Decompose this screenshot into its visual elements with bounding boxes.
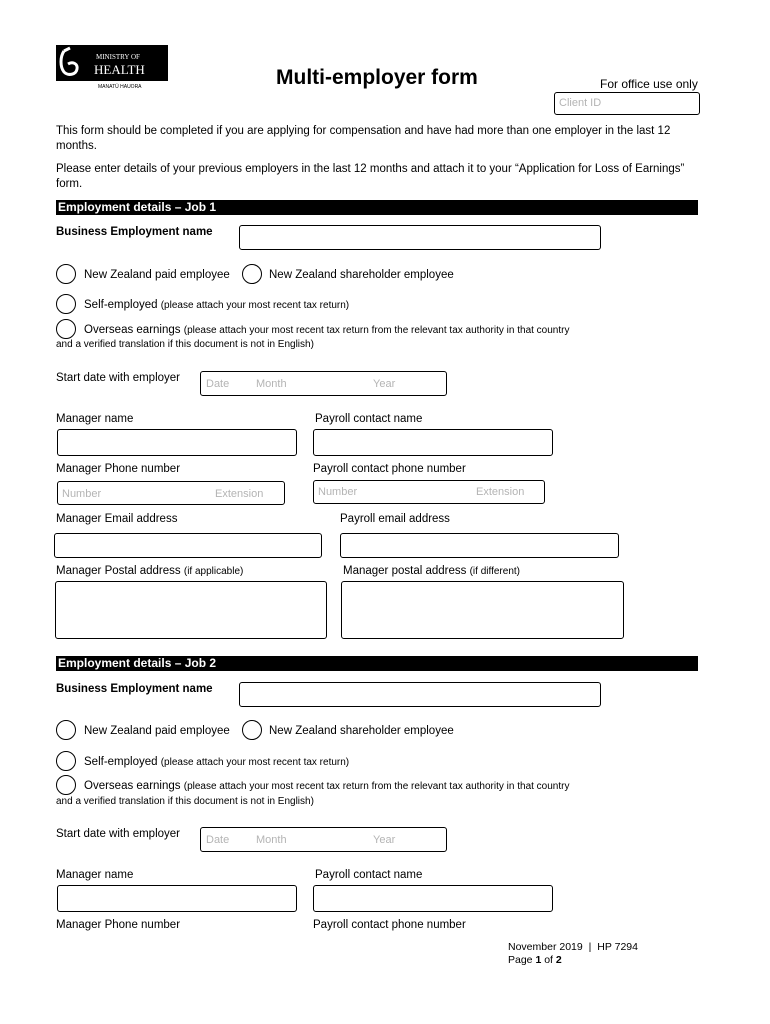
job1-business-name-field[interactable] bbox=[239, 225, 601, 250]
job2-start-date-field[interactable] bbox=[200, 827, 447, 852]
job1-ph-number-2: Number bbox=[318, 486, 358, 498]
job1-opt-nz-paid-label: New Zealand paid employee bbox=[84, 269, 230, 281]
page-title: Multi-employer form bbox=[276, 66, 478, 89]
job2-payroll-name-field[interactable] bbox=[313, 885, 553, 912]
job2-radio-overseas[interactable] bbox=[56, 775, 76, 795]
job2-opt-overseas-note2: and a verified translation if this document is not in English) bbox=[56, 796, 314, 807]
job1-start-label: Start date with employer bbox=[56, 372, 181, 384]
job2-business-name-field[interactable] bbox=[239, 682, 601, 707]
job1-manager-email-label: Manager Email address bbox=[56, 513, 178, 525]
job2-radio-nz-paid[interactable] bbox=[56, 720, 76, 740]
job2-ph-month: Month bbox=[256, 834, 287, 846]
svg-text:HEALTH: HEALTH bbox=[94, 62, 145, 77]
job2-opt-self-note: (please attach your most recent tax return) bbox=[160, 757, 350, 768]
job1-manager-postal-text: Manager Postal address bbox=[56, 565, 181, 577]
job1-opt-overseas-label bbox=[84, 324, 569, 336]
job1-manager-postal-label bbox=[56, 565, 243, 577]
job1-opt-self-label bbox=[84, 299, 349, 311]
job1-radio-nz-shareholder[interactable] bbox=[242, 264, 262, 284]
job2-opt-self-text: Self-employed bbox=[84, 756, 158, 768]
job1-opt-nz-shareholder-label: New Zealand shareholder employee bbox=[269, 269, 454, 281]
job2-manager-name-field[interactable] bbox=[57, 885, 297, 912]
job1-manager-name-label: Manager name bbox=[56, 413, 134, 425]
job2-ph-year: Year bbox=[373, 834, 396, 846]
footer-page-prefix: Page bbox=[508, 954, 533, 966]
job1-ph-extension-2: Extension bbox=[476, 486, 525, 498]
job1-manager-phone-field[interactable] bbox=[57, 481, 285, 505]
job1-opt-self-text: Self-employed bbox=[84, 299, 158, 311]
job1-manager-postal-note: (if applicable) bbox=[183, 566, 244, 577]
job1-manager-name-field[interactable] bbox=[57, 429, 297, 456]
job2-heading: Employment details – Job 2 bbox=[56, 656, 698, 671]
job1-start-date-field[interactable] bbox=[200, 371, 447, 396]
job2-manager-phone-label: Manager Phone number bbox=[56, 919, 181, 931]
job1-payroll-phone-field[interactable] bbox=[313, 480, 545, 504]
job1-opt-self-note: (please attach your most recent tax return) bbox=[160, 300, 350, 311]
footer-page-num: 1 bbox=[535, 954, 542, 966]
job1-ph-extension: Extension bbox=[215, 488, 264, 500]
intro-paragraph-2: Please enter details of your previous employers in the last 12 months and attach it to your “Application for Loss of Earnings” form. bbox=[56, 163, 685, 190]
page-footer bbox=[508, 941, 638, 967]
job2-payroll-name-label: Payroll contact name bbox=[315, 869, 423, 881]
footer-separator: | bbox=[588, 941, 592, 953]
footer-code: HP 7294 bbox=[597, 941, 638, 953]
job1-manager-postal2-text: Manager postal address bbox=[343, 565, 467, 577]
job2-opt-nz-shareholder-label: New Zealand shareholder employee bbox=[269, 725, 454, 737]
job1-manager-email-field[interactable] bbox=[54, 533, 322, 558]
footer-line-1 bbox=[508, 941, 638, 954]
job1-ph-date: Date bbox=[206, 378, 230, 390]
job1-manager-postal-field[interactable] bbox=[55, 581, 327, 639]
footer-line-2 bbox=[508, 954, 638, 967]
job1-payroll-name-label: Payroll contact name bbox=[315, 413, 423, 425]
footer-page-of: of bbox=[544, 954, 553, 966]
job1-opt-overseas-note: (please attach your most recent tax return from the relevant tax authority in that country bbox=[183, 325, 570, 336]
job1-business-label: Business Employment name bbox=[56, 226, 213, 238]
job2-start-label: Start date with employer bbox=[56, 828, 181, 840]
job2-opt-nz-paid-label: New Zealand paid employee bbox=[84, 725, 230, 737]
job1-payroll-email-field[interactable] bbox=[340, 533, 619, 558]
job1-ph-number: Number bbox=[62, 488, 102, 500]
job1-manager-postal2-field[interactable] bbox=[341, 581, 624, 639]
job2-business-label: Business Employment name bbox=[56, 683, 213, 695]
job1-manager-postal2-label bbox=[343, 565, 520, 577]
job2-payroll-phone-label: Payroll contact phone number bbox=[313, 919, 466, 931]
job2-opt-overseas-text: Overseas earnings bbox=[84, 780, 181, 792]
office-use-label: For office use only bbox=[600, 77, 698, 91]
job1-ph-year: Year bbox=[373, 378, 396, 390]
job1-radio-nz-paid[interactable] bbox=[56, 264, 76, 284]
svg-text:MANATŪ HAUORA: MANATŪ HAUORA bbox=[98, 84, 142, 89]
footer-page-total: 2 bbox=[555, 954, 562, 966]
job2-manager-name-label: Manager name bbox=[56, 869, 134, 881]
intro-paragraph-1: This form should be completed if you are applying for compensation and have had more than one employer in the last 12 months. bbox=[56, 125, 671, 152]
job1-radio-overseas[interactable] bbox=[56, 319, 76, 339]
job1-opt-overseas-note2: and a verified translation if this document is not in English) bbox=[56, 339, 314, 350]
job1-manager-phone-label: Manager Phone number bbox=[56, 463, 181, 475]
logo-graphic bbox=[56, 45, 168, 89]
job2-radio-nz-shareholder[interactable] bbox=[242, 720, 262, 740]
job1-heading: Employment details – Job 1 bbox=[56, 200, 698, 215]
job2-ph-date: Date bbox=[206, 834, 230, 846]
job2-opt-overseas-label bbox=[84, 780, 569, 792]
client-id-placeholder: Client ID bbox=[559, 97, 602, 109]
job1-payroll-name-field[interactable] bbox=[313, 429, 553, 456]
ministry-of-health-logo bbox=[56, 45, 168, 89]
svg-text:MINISTRY OF: MINISTRY OF bbox=[96, 53, 140, 61]
job2-radio-self[interactable] bbox=[56, 751, 76, 771]
job1-manager-postal2-note: (if different) bbox=[469, 566, 520, 577]
job1-payroll-phone-label: Payroll contact phone number bbox=[313, 463, 466, 475]
job2-opt-self-label bbox=[84, 756, 349, 768]
job1-payroll-email-label: Payroll email address bbox=[340, 513, 450, 525]
footer-date: November 2019 bbox=[508, 941, 583, 953]
job1-ph-month: Month bbox=[256, 378, 287, 390]
job1-opt-overseas-text: Overseas earnings bbox=[84, 324, 181, 336]
client-id-field[interactable] bbox=[554, 92, 700, 115]
job2-opt-overseas-note: (please attach your most recent tax return from the relevant tax authority in that country bbox=[183, 781, 570, 792]
job1-radio-self[interactable] bbox=[56, 294, 76, 314]
